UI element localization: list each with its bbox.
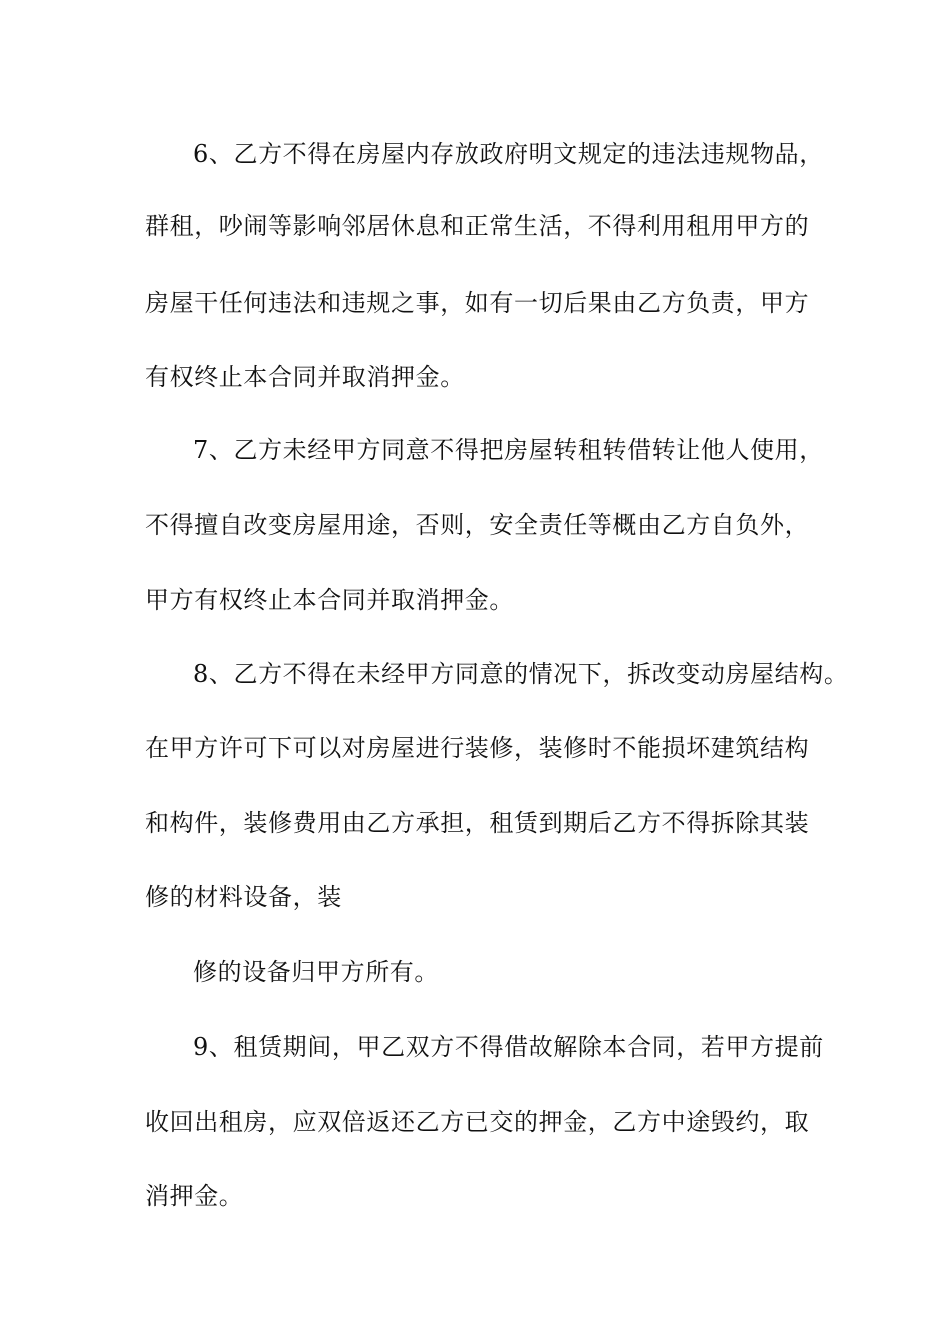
clause-6-line-3: 房屋干任何违法和违规之事，如有一切后果由乙方负责，甲方 bbox=[145, 289, 810, 317]
clause-8-line-4: 修的材料设备，装 bbox=[145, 883, 342, 911]
clause-9-line-3: 消押金。 bbox=[145, 1182, 244, 1210]
clause-7-line-2: 不得擅自改变房屋用途，否则，安全责任等概由乙方自负外， bbox=[145, 511, 810, 539]
clause-8-line-3: 和构件，装修费用由乙方承担，租赁到期后乙方不得拆除其装 bbox=[145, 809, 810, 837]
clause-8-line-2: 在甲方许可下可以对房屋进行装修，装修时不能损坏建筑结构 bbox=[145, 734, 810, 762]
clause-9-line-2: 收回出租房，应双倍返还乙方已交的押金，乙方中途毁约，取 bbox=[145, 1108, 810, 1136]
clause-7-line-1: 7、乙方未经甲方同意不得把房屋转租转借转让他人使用， bbox=[193, 436, 824, 464]
clause-8-line-5: 修的设备归甲方所有。 bbox=[193, 958, 439, 986]
clause-6-line-4: 有权终止本合同并取消押金。 bbox=[145, 363, 465, 391]
clause-6-line-2: 群租，吵闹等影响邻居休息和正常生活，不得利用租用甲方的 bbox=[145, 212, 810, 240]
clause-7-line-3: 甲方有权终止本合同并取消押金。 bbox=[145, 586, 514, 614]
clause-6-line-1: 6、乙方不得在房屋内存放政府明文规定的违法违规物品， bbox=[193, 140, 824, 168]
clause-8-line-1: 8、乙方不得在未经甲方同意的情况下，拆改变动房屋结构。 bbox=[193, 660, 849, 688]
clause-9-line-1: 9、租赁期间，甲乙双方不得借故解除本合同，若甲方提前 bbox=[193, 1033, 824, 1061]
